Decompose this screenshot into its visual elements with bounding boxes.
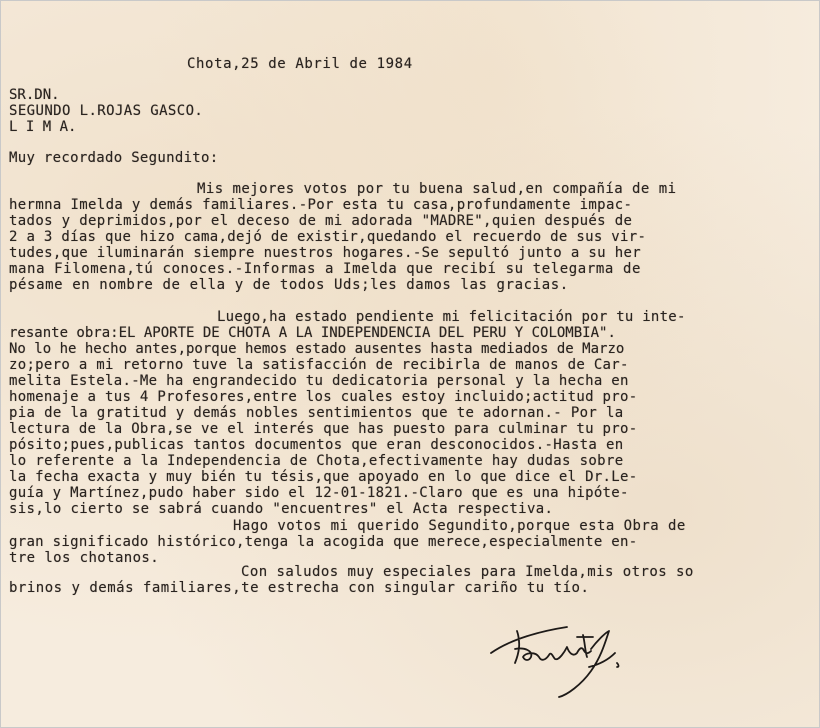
paragraph-2-line: homenaje a tus 4 Profesores,entre los cuales estoy incluido;actitud pro- <box>9 389 638 405</box>
paragraph-1-line: Mis mejores votos por tu buena salud,en compañía de mi <box>197 181 677 197</box>
paragraph-1-line: tados y deprimidos,por el deceso de mi adorada "MADRE",quien después de <box>9 213 633 229</box>
typewritten-letter <box>1 1 819 727</box>
paragraph-2-line: No lo he hecho antes,porque hemos estado ausentes hasta mediados de Marzo <box>9 341 625 357</box>
paragraph-1-line: mana Filomena,tú conoces.-Informas a Imelda que recibí su telegarma de <box>9 261 642 277</box>
date-line: Chota,25 de Abril de 1984 <box>187 56 413 72</box>
paragraph-2-line: la fecha exacta y muy bién tu tésis,que apoyado en lo que dice el Dr.Le- <box>9 469 638 485</box>
addressee-line-3: L I M A. <box>9 119 77 135</box>
paragraph-2-line: sis,lo cierto se sabrá cuando "encuentres" el Acta respectiva. <box>9 501 554 517</box>
paragraph-1-line: hermna Imelda y demás familiares.-Por esta tu casa,profundamente impac- <box>9 197 633 213</box>
paragraph-4-line: Con saludos muy especiales para Imelda,mis otros so <box>241 564 694 580</box>
paragraph-3-line: tre los chotanos. <box>9 550 160 566</box>
paragraph-2-line: lectura de la Obra,se ve el interés que has puesto para culminar tu pro- <box>9 421 638 437</box>
signature <box>481 591 641 701</box>
paragraph-3-line: gran significado histórico,tenga la acogida que merece,especialmente en- <box>9 534 638 550</box>
paragraph-2-line: Luego,ha estado pendiente mi felicitación por tu inte- <box>217 309 686 325</box>
paragraph-2-line: resante obra:EL APORTE DE CHOTA A LA INDEPENDENCIA DEL PERU Y COLOMBIA". <box>9 325 616 341</box>
paragraph-1-line: pésame en nombre de ella y de todos Uds;les damos las gracias. <box>9 277 569 293</box>
addressee-line-2: SEGUNDO L.ROJAS GASCO. <box>9 103 204 119</box>
salutation: Muy recordado Segundito: <box>9 150 219 166</box>
paragraph-2-line: pia de la gratitud y demás nobles sentimientos que te adornan.- Por la <box>9 405 624 421</box>
paragraph-3-line: Hago votos mi querido Segundito,porque esta Obra de <box>233 518 686 534</box>
paragraph-1-line: 2 a 3 días que hizo cama,dejó de existir,quedando el recuerdo de sus vir- <box>9 229 647 245</box>
paragraph-2-line: guía y Martínez,pudo haber sido el 12-01-1821.-Claro que es una hipóte- <box>9 485 629 501</box>
paragraph-2-line: melita Estela.-Me ha engrandecido tu dedicatoria personal y la hecha en <box>9 373 629 389</box>
paragraph-2-line: lo referente a la Independencia de Chota,efectivamente hay dudas sobre <box>9 453 624 469</box>
addressee-line-1: SR.DN. <box>9 87 60 103</box>
paragraph-2-line: zo;pero a mi retorno tuve la satisfacción de recibirla de manos de Car- <box>9 357 629 373</box>
paragraph-4-line: brinos y demás familiares,te estrecha con singular cariño tu tío. <box>9 580 590 596</box>
paragraph-1-line: tudes,que iluminarán siempre nuestros hogares.-Se sepultó junto a su her <box>9 245 642 261</box>
paragraph-2-line: pósito;pues,publicas tantos documentos que eran desconocidos.-Hasta en <box>9 437 624 453</box>
